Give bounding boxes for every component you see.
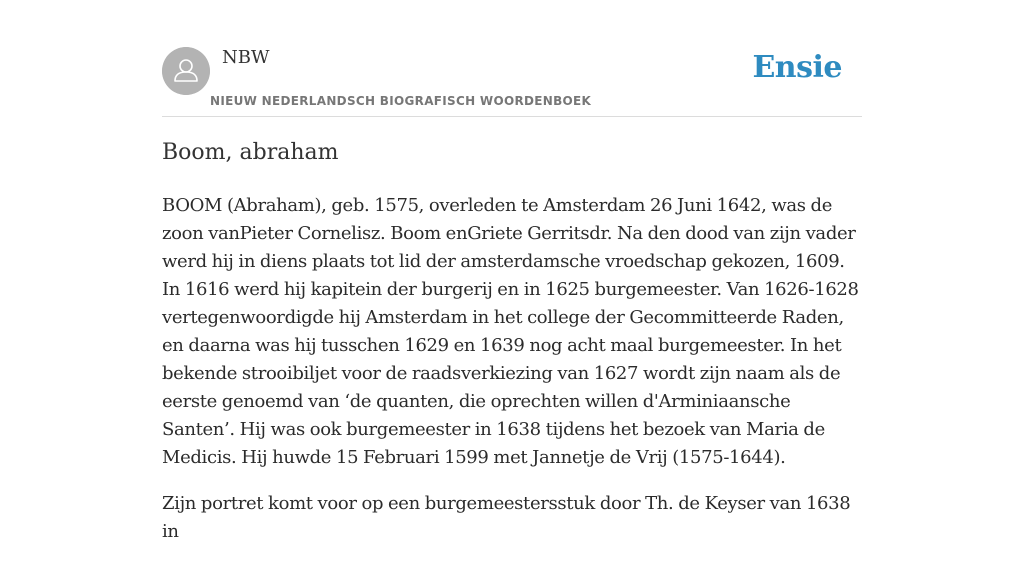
user-icon — [162, 47, 210, 95]
header — [162, 40, 862, 117]
article-paragraph-2: Zijn portret komt voor op een burgemeestersstuk door Th. de Keyser van 1638 in — [162, 493, 851, 542]
ensie-logo[interactable]: Ensie — [752, 50, 842, 85]
source-full-name: NIEUW NEDERLANDSCH BIOGRAFISCH WOORDENBOEK — [210, 94, 592, 108]
article-title: Boom, abraham — [162, 140, 339, 165]
article-body — [162, 192, 862, 564]
user-avatar-icon[interactable] — [162, 47, 210, 95]
source-name[interactable]: NBW — [222, 47, 270, 68]
article-paragraph-1: BOOM (Abraham), geb. 1575, overleden te Amsterdam 26 Juni 1642, was de zoon vanPieter Cornelisz. Boom enGriete Gerritsdr. Na den dood van zijn vader werd hij in diens plaats tot lid der amsterdamsche vroedschap gekozen, 1609. In 1616 werd hij kapitein der burgerij en in 1625 burgemeester. Van 1626-1628 vertegenwoordigde hij Amsterdam in het college der Gecommitteerde Raden, en daarna was hij tusschen 1629 en 1639 nog acht maal burgemeester. In het bekende strooibiljet voor de raadsverkiezing van 1627 wordt zijn naam als de eerste genoemd van ‘de quanten, die oprechten willen d'Arminiaansche Santen’. Hij was ook burgemeester in 1638 tijdens het bezoek van Maria de Medicis. Hij huwde 15 Februari 1599 met Jannetje de Vrij (1575-1644). — [162, 195, 859, 468]
